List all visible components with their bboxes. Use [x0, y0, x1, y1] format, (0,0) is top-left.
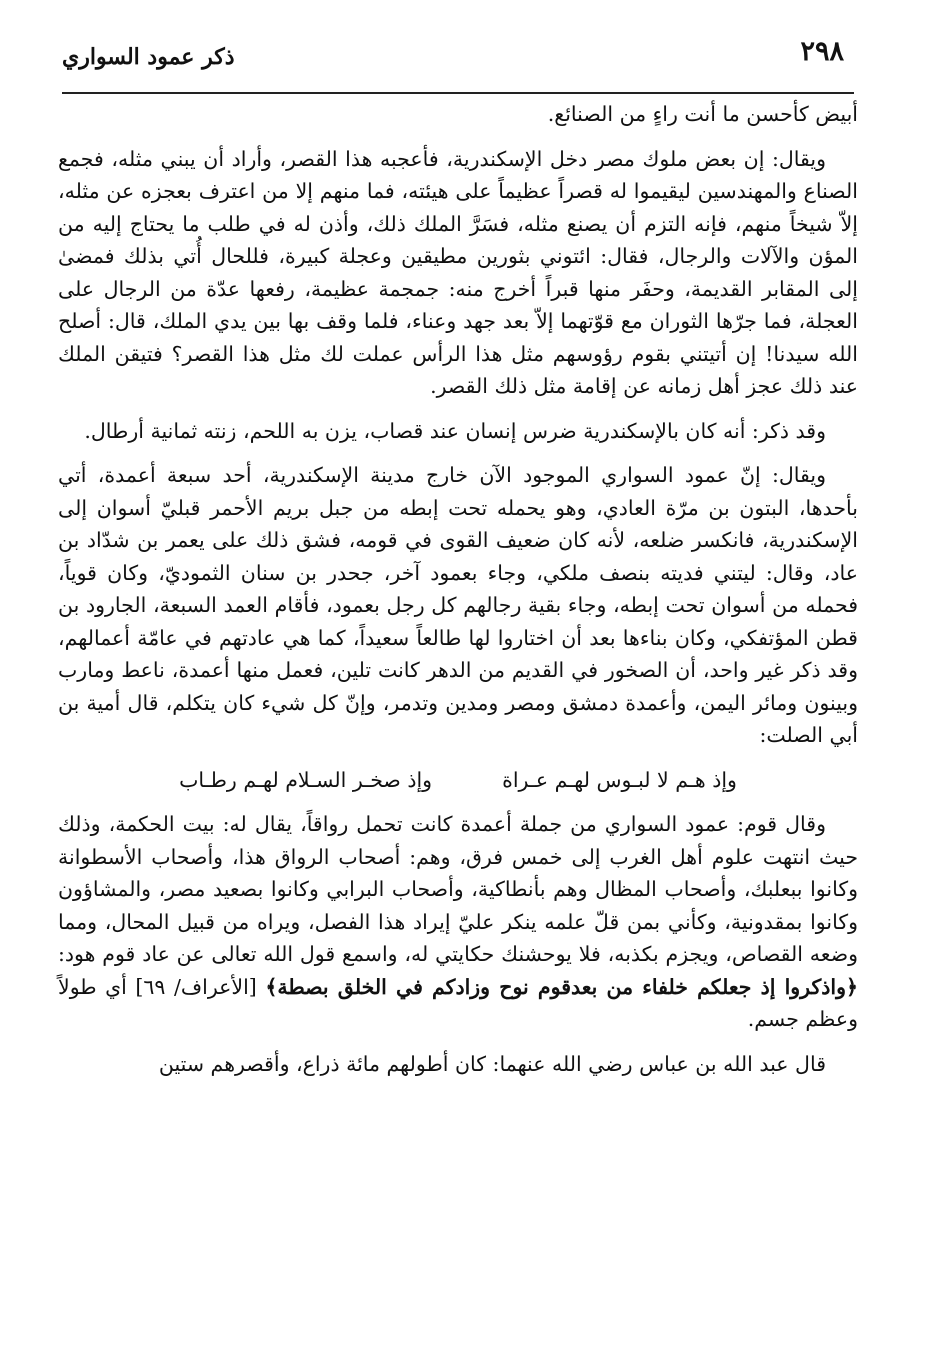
paragraph-4: ويقال: إنّ عمود السواري الموجود الآن خارج مدينة الإسكندرية، أحد سبعة أعمدة، أتي بأحدها، البتون بن مرّة العادي، وهو يحمله تحت إبطه من جبل بريم الأحمر قبليّ أسوان إلى الإسكندرية، فانكسر ضلعه، لأنه كان ضعيف القوى في قومه، فشق ذلك على يعمر بن شدّاد بن عاد، وقال: ليتني فديته بنصف ملكي، وجاء بعمود آخر، جحدر بن سنان الثموديّ، وكان قوياً، فحمله من أسوان تحت إبطه، وجاء بقية رجالهم كل رجل بعمود، فأقام العمد السبعة، الجارود بن قطن المؤتفكي، وكان بناءها بعد أن اختاروا لها طالعاً سعيداً، كما هي عادتهم في عامّة أعمالهم، وقد ذكر غير واحد، أن الصخور في القديم من الدهر كانت تلين، فعمل منها أعمدة، ناعط ومارب وبينون ومائر اليمن، وأعمدة دمشق ومصر ومدين وتدمر، وإنّ كل شيء كان يتكلم، قال أمية بن أبي الصلت:	[58, 463, 858, 747]
quran-quote: ﴿واذكروا إذ جعلكم خلفاء من بعدقوم نوح وزادكم في الخلق بصطة﴾	[265, 974, 858, 999]
poetry-verse	[58, 764, 858, 797]
header-divider	[62, 92, 854, 94]
page-header	[62, 36, 852, 90]
paragraph-2: ويقال: إن بعض ملوك مصر دخل الإسكندرية، فأعجبه هذا القصر، وأراد أن يبني مثله، فجمع الصناع والمهندسين ليقيموا له قصراً عظيماً على هيئته، فما منهم إلا من اعترف بعجزه عن مثله، إلاّ شيخاً منهم، فإنه التزم أن يصنع مثله، فسَرَّ الملك ذلك، وأذن له في طلب ما يحتاج إليه من المؤن والآلات والرجال، فقال: ائتوني بثورين مطيقين وعجلة كبيرة، فللحال أُتي بذلك فمضىٰ إلى المقابر القديمة، وحفَر منها قبراً أخرج منه: جمجمة عظيمة، رفعها عدّة من الرجال على العجلة، فما جرّها الثوران مع قوّتهما إلاّ بعد جهد وعناء، فلما وقف بها بين يدي الملك، قال: أصلح الله سيدنا! إن أتيتني بقوم رؤوسهم مثل هذا الرأس عملت لك مثل هذا القصر؟ فتيقن الملك عند ذلك عجز أهل زمانه عن إقامة مثل ذلك القصر.	[58, 146, 858, 398]
verse-second-hemistich: وإذ صخـر السـلام لهـم رطـاب	[179, 767, 433, 792]
page-number: ٢٩٨	[800, 36, 844, 67]
quran-citation: [الأعراف/ ٦٩] أي طولاً وعظم جسم.	[58, 974, 858, 1031]
body-text	[58, 98, 858, 1092]
paragraph-5	[58, 808, 858, 1036]
running-title: ذكر عمود السواري	[62, 44, 235, 70]
verse-first-hemistich: وإذ هـم لا لبـوس لهـم عـراة	[502, 767, 737, 792]
paragraph-5-text: وقال قوم: عمود السواري من جملة أعمدة كانت تحمل رواقاً، يقال له: بيت الحكمة، وذلك حيث انتهت علوم أهل الغرب إلى خمس فرق، وهم: أصحاب الرواق هذا، وأصحاب الأسطوانة وكانوا ببعلبك، وأصحاب المظال وهم بأنطاكية، وأصحاب البرابي وكانوا بصعيد مصر، والمشاؤون وكانوا بمقدونية، وكأني بمن قلّ علمه ينكر عليّ إيراد هذا الفصل، ويراه من قبيل المحال، ومما وضعه القصاص، ويجزم بكذبه، فلا يوحشنك حكايتي له، واسمع قول الله تعالى عن عاد قوم هود:	[58, 812, 858, 966]
paragraph-1: أبيض كأحسن ما أنت راءٍ من الصنائع.	[547, 102, 858, 126]
paragraph-6: قال عبد الله بن عباس رضي الله عنهما: كان أطولهم مائة ذراع، وأقصرهم ستين	[158, 1051, 826, 1076]
paragraph-3: وقد ذكر: أنه كان بالإسكندرية ضرس إنسان عند قصاب، يزن به اللحم، زنته ثمانية أرطال.	[84, 418, 826, 443]
